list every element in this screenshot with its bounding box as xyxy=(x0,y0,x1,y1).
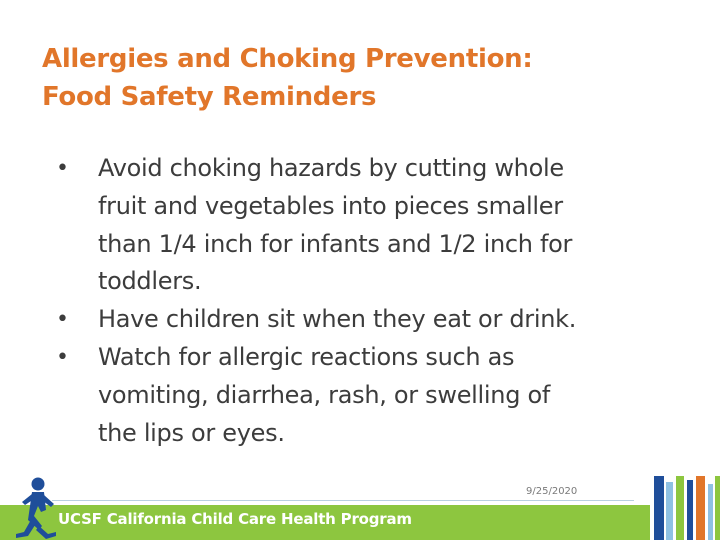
bullet-dot: • xyxy=(56,156,69,181)
stripe-light-blue-2 xyxy=(708,484,713,540)
bullet-line: than 1/4 inch for infants and 1/2 inch for xyxy=(98,229,573,258)
decorative-color-stripes xyxy=(654,476,720,540)
bullet-item-choking-hazards xyxy=(56,150,672,301)
footer-program-name: UCSF California Child Care Health Program xyxy=(58,510,412,528)
stripe-blue-2 xyxy=(687,480,693,540)
stripe-green-2 xyxy=(715,476,720,540)
footer-divider xyxy=(52,500,634,501)
bullet-line: fruit and vegetables into pieces smaller xyxy=(98,191,563,220)
bullet-line: vomiting, diarrhea, rash, or swelling of xyxy=(98,380,550,409)
bullet-line: toddlers. xyxy=(98,267,202,296)
bullet-line: the lips or eyes. xyxy=(98,418,285,447)
slide-date: 9/25/2020 xyxy=(526,486,578,497)
stripe-blue xyxy=(654,476,664,540)
bullet-item-sit-when-eating xyxy=(56,301,672,339)
bullet-dot: • xyxy=(56,344,69,370)
slide-title-line-1: Allergies and Choking Prevention: xyxy=(42,44,533,74)
bullet-dot: • xyxy=(56,307,69,333)
stripe-green xyxy=(676,476,684,540)
stripe-orange xyxy=(696,476,705,540)
bullet-line: Avoid choking hazards by cutting whole xyxy=(98,154,564,182)
slide-title-line-2: Food Safety Reminders xyxy=(42,82,377,112)
bullet-line: Watch for allergic reactions such as xyxy=(98,342,515,371)
bullet-line: Have children sit when they eat or drink. xyxy=(98,305,577,334)
running-child-icon xyxy=(8,476,60,540)
stripe-light-blue xyxy=(666,482,673,540)
slide-title xyxy=(42,40,682,116)
bullet-list xyxy=(56,150,672,452)
bullet-item-allergic-reactions xyxy=(56,339,672,452)
